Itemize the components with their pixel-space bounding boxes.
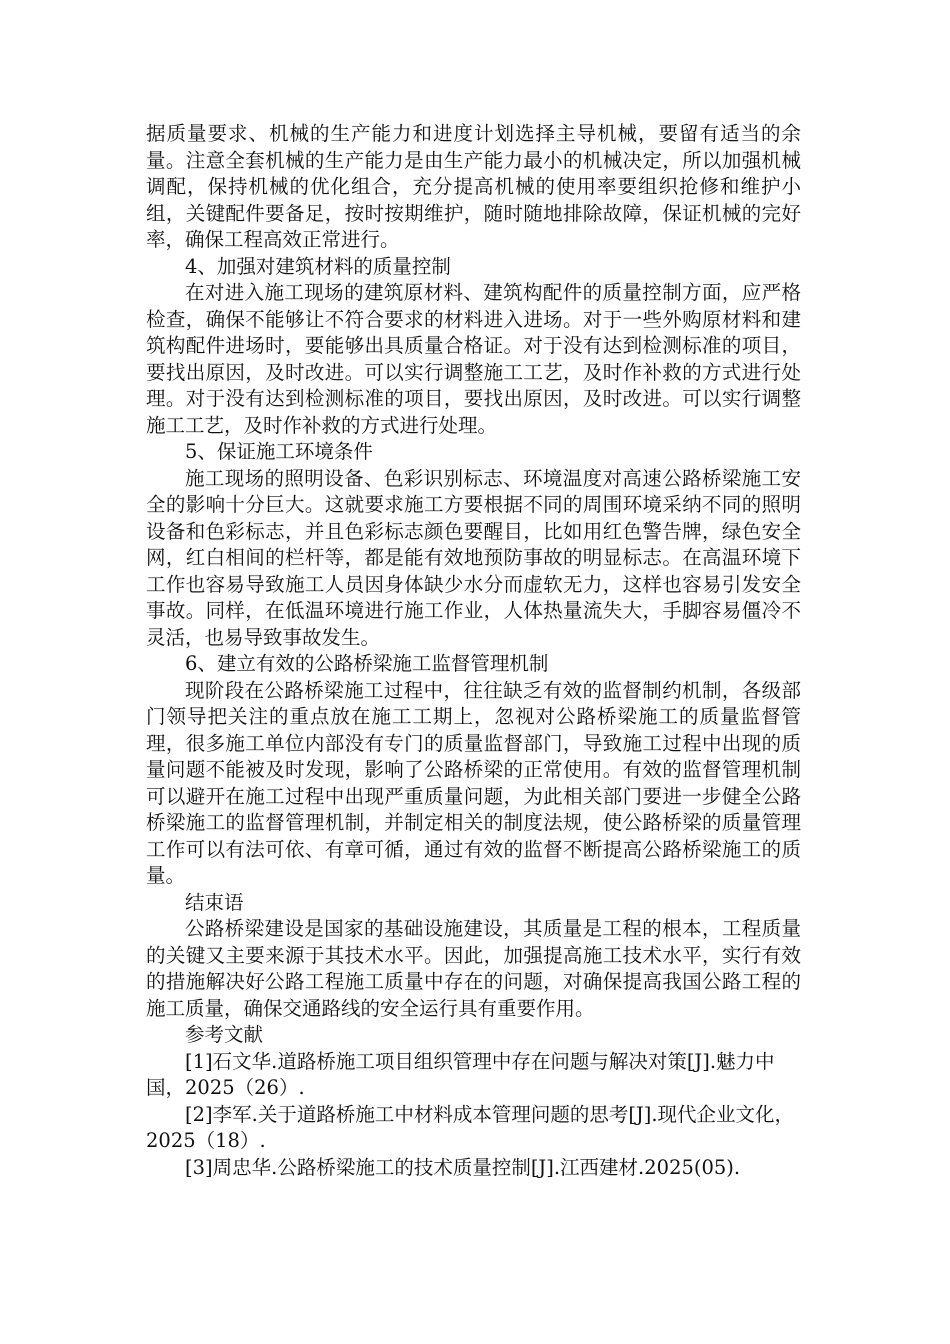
heading-material-quality: 4、加强对建筑材料的质量控制 [185, 254, 451, 278]
reference-item-2: [2]李军.关于道路桥施工中材料成本管理问题的思考[J].现代企业文化，2025（18）. [146, 1102, 795, 1152]
paragraph-machinery: 据质量要求、机械的生产能力和进度计划选择主导机械，要留有适当的余量。注意全套机械的生产能力是由生产能力最小的机械决定，所以加强机械调配，保持机械的优化组合，充分提高机械的使用率要组织抢修和维护小组，关键配件要备足，按时按期维护，随时随地排除故障，保证机械的完好率，确保工程高效正常进行。 [146, 122, 801, 251]
paragraph-supervision: 现阶段在公路桥梁施工过程中，往往缺乏有效的监督制约机制，各级部门领导把关注的重点放在施工工期上，忽视对公路桥梁施工的质量监督管理，很多施工单位内部没有专门的质量监督部门，导致施工过程中出现的质量问题不能被及时发现，影响了公路桥梁的正常使用。有效的监督管理机制可以避开在施工过程中出现严重质量问题，为此相关部门要进一步健全公路桥梁施工的监督管理机制，并制定相关的制度法规，使公路桥梁的质量管理工作可以有法可依、有章可循，通过有效的监督不断提高公路桥梁施工的质量。 [146, 678, 801, 887]
document-page [146, 121, 801, 1181]
paragraph-material-quality: 在对进入施工现场的建筑原材料、建筑构配件的质量控制方面，应严格检查，确保不能够让不符合要求的材料进入进场。对于一些外购原材料和建筑构配件进场时，要能够出具质量合格证。对于没有达到检测标准的项目，要找出原因，及时改进。可以实行调整施工工艺，及时作补救的方式进行处理。对于没有达到检测标准的项目，要找出原因，及时改进。可以实行调整施工工艺，及时作补救的方式进行处理。 [146, 281, 801, 437]
heading-conclusion: 结束语 [185, 890, 244, 914]
paragraph-conclusion: 公路桥梁建设是国家的基础设施建设，其质量是工程的根本，工程质量的关键又主要来源于其技术水平。因此，加强提高施工技术水平，实行有效的措施解决好公路工程施工质量中存在的问题，对确保提高我国公路工程的施工质量，确保交通路线的安全运行具有重要作用。 [146, 917, 801, 1020]
reference-item-1: [1]石文华.道路桥施工项目组织管理中存在问题与解决对策[J].魅力中国，2025（26）. [146, 1049, 775, 1099]
heading-environment: 5、保证施工环境条件 [185, 440, 373, 463]
heading-references: 参考文献 [185, 1023, 264, 1046]
heading-supervision: 6、建立有效的公路桥梁施工监督管理机制 [185, 652, 549, 675]
reference-item-3: [3]周忠华.公路桥梁施工的技术质量控制[J].江西建材.2025(05). [185, 1155, 741, 1179]
paragraph-environment: 施工现场的照明设备、色彩识别标志、环境温度对高速公路桥梁施工安全的影响十分巨大。这就要求施工方要根据不同的周围环境采纳不同的照明设备和色彩标志，并且色彩标志颜色要醒目，比如用红色警告牌，绿色安全网，红白相间的栏杆等，都是能有效地预防事故的明显标志。在高温环境下工作也容易导致施工人员因身体缺少水分而虚软无力，这样也容易引发安全事故。同样，在低温环境进行施工作业，人体热量流失大，手脚容易僵冷不灵活，也易导致事故发生。 [146, 466, 801, 649]
